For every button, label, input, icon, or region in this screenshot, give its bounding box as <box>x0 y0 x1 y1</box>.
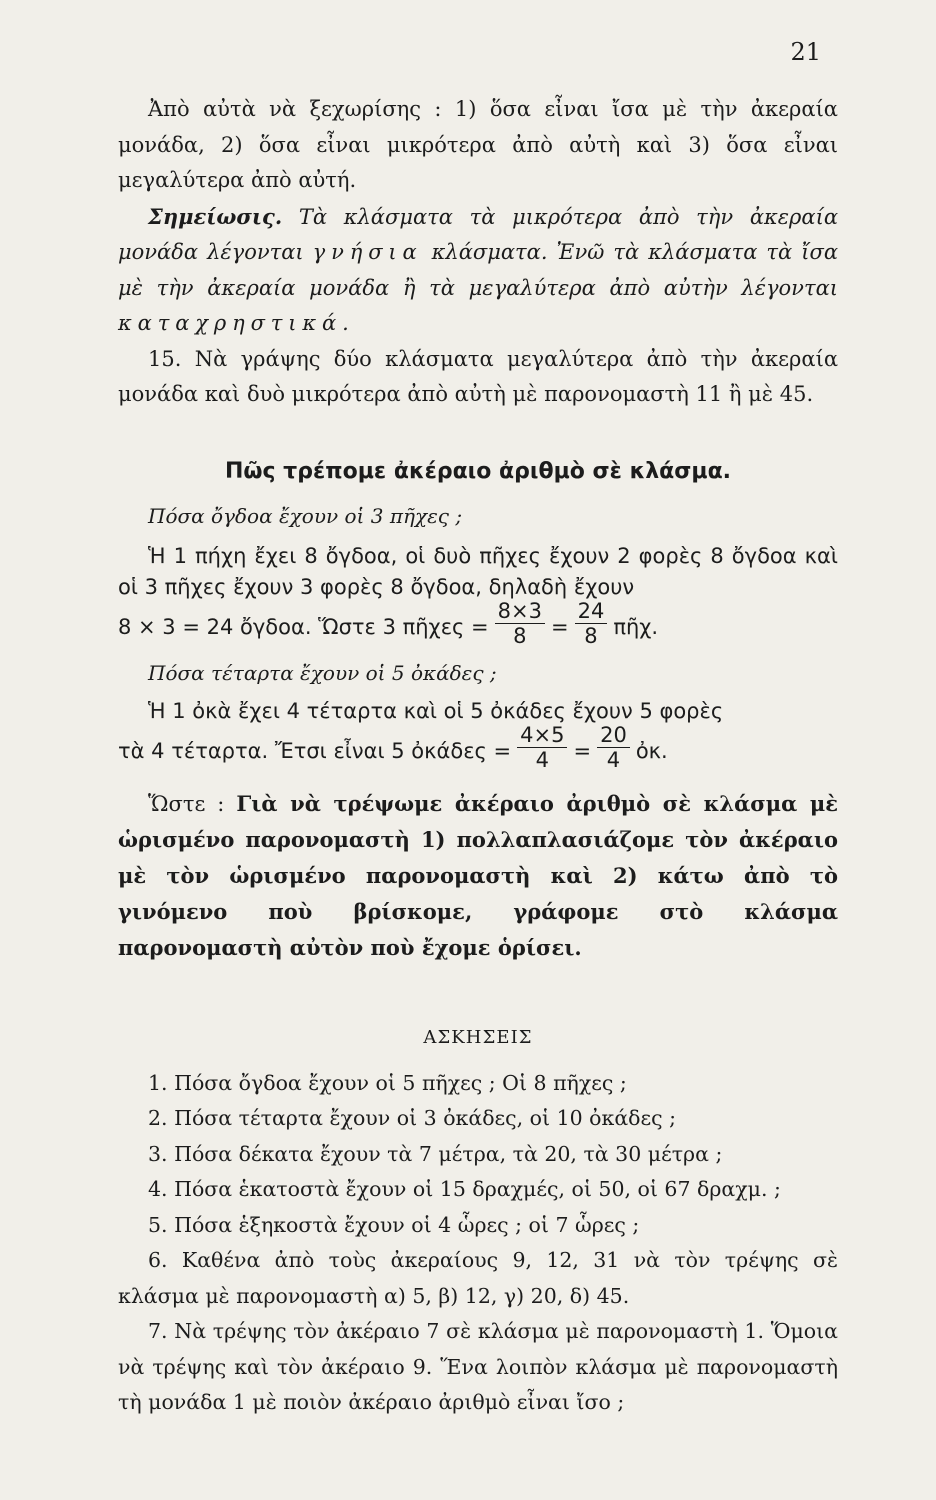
fraction-denominator: 8 <box>513 624 527 648</box>
fraction-4x5-over-4 <box>517 723 567 772</box>
unit-label: ὀκ. <box>635 738 668 763</box>
equation-1-lead: 8 × 3 = 24 ὄγδοα. Ὥστε 3 πῆχες = <box>118 614 489 639</box>
fraction-8x3-over-8 <box>495 599 545 648</box>
equation-2 <box>118 723 838 777</box>
equals-sign: = <box>550 614 569 639</box>
fraction-numerator: 24 <box>575 599 608 624</box>
list-item: 4. Πόσα ἑκατοστὰ ἔχουν οἱ 15 δραχμές, οἱ 50, οἱ 67 δραχμ. ; <box>148 1177 781 1201</box>
rule-paragraph <box>118 786 838 966</box>
note-term-improper: καταχρηστικά. <box>118 311 355 335</box>
question-1: Πόσα ὄγδοα ἔχουν οἱ 3 πῆχες ; <box>148 504 463 528</box>
fraction-20-over-4 <box>597 723 630 772</box>
note-paragraph <box>118 199 838 342</box>
list-item: 6. Καθένα ἀπὸ τοὺς ἀκεραίους 9, 12, 31 νὰ τὸν τρέψης σὲ κλάσμα μὲ παρονομαστὴ α) 5, β) 12, γ) 20, δ) 45. <box>118 1248 838 1308</box>
list-item: 7. Νὰ τρέψης τὸν ἀκέραιο 7 σὲ κλάσμα μὲ παρονομαστὴ 1. Ὅμοια νὰ τρέψης καὶ τὸν ἀκέραιο 9. Ἕνα λοιπὸν κλάσμα μὲ παρονομαστὴ τὴ μονάδα 1 μὲ ποιὸν ἀκέραιο ἀριθμὸ εἶναι ἴσο ; <box>118 1319 838 1414</box>
unit-label: πῆχ. <box>613 614 659 639</box>
list-item: 3. Πόσα δέκατα ἔχουν τὰ 7 μέτρα, τὰ 20, τὰ 30 μέτρα ; <box>148 1141 723 1166</box>
note-label: Σημείωσις. <box>148 203 283 229</box>
list-item: 2. Πόσα τέταρτα ἔχουν οἱ 3 ὀκάδες, οἱ 10 ὀκάδες ; <box>148 1106 677 1130</box>
exercises-heading: ΑΣΚΗΣΕΙΣ <box>423 1027 533 1048</box>
note-text-2: κλάσματα. Ἐνῶ τὰ κλάσματα τὰ ἴσα μὲ τὴν ἀκεραία μονάδα ἢ τὰ μεγαλύτερα ἀπὸ αὐτὴν λέγονται <box>118 240 838 300</box>
answer-1: Ἡ 1 πήχη ἔχει 8 ὄγδοα, οἱ δυὸ πῆχες ἔχουν 2 φορὲς 8 ὄγδοα καὶ οἱ 3 πῆχες ἔχουν 3 φορὲς 8 ὄγδοα, δηλαδὴ ἔχουν <box>118 543 838 599</box>
fraction-numerator: 8×3 <box>495 599 545 624</box>
equation-2-lead: τὰ 4 τέταρτα. Ἔτσι εἶναι 5 ὀκάδες = <box>118 738 512 763</box>
rule-lead: Ὥστε : <box>148 792 237 816</box>
list-item: 5. Πόσα ἑξηκοστὰ ἔχουν οἱ 4 ὧρες ; οἱ 7 ὧρες ; <box>148 1212 640 1237</box>
exercise-list <box>118 1066 838 1421</box>
note-text-1: Τὰ κλάσματα τὰ μικρότερα ἀπὸ τὴν ἀκεραία μονάδα λέγονται <box>118 204 838 264</box>
intro-paragraph: Ἀπὸ αὐτὰ νὰ ξεχωρίσης : 1) ὅσα εἶναι ἴσα μὲ τὴν ἀκεραία μονάδα, 2) ὅσα εἶναι μικρότερα ἀπὸ αὐτὴ καὶ 3) ὅσα εἶναι μεγαλύτερα ἀπὸ αὐτή. <box>118 97 838 192</box>
answer-2: Ἡ 1 ὀκὰ ἔχει 4 τέταρτα καὶ οἱ 5 ὀκάδες ἔχουν 5 φορὲς <box>148 698 724 723</box>
fraction-denominator: 8 <box>584 624 598 648</box>
question-2: Πόσα τέταρτα ἔχουν οἱ 5 ὀκάδες ; <box>148 661 497 685</box>
page-number: 21 <box>790 38 821 66</box>
section-block <box>118 455 838 966</box>
equation-1 <box>118 599 838 653</box>
fraction-denominator: 4 <box>535 748 549 772</box>
fraction-numerator: 20 <box>597 723 630 748</box>
fraction-numerator: 4×5 <box>517 723 567 748</box>
note-term-genuine: γνήσια <box>312 240 423 264</box>
fraction-24-over-8 <box>575 599 608 648</box>
intro-block <box>118 92 838 413</box>
exercise-15: 15. Νὰ γράψης δύο κλάσματα μεγαλύτερα ἀπὸ τὴν ἀκεραία μονάδα καὶ δυὸ μικρότερα ἀπὸ αὐτὴ μὲ παρονομαστὴ 11 ἢ μὲ 45. <box>118 346 838 406</box>
fraction-denominator: 4 <box>606 748 621 772</box>
equals-sign: = <box>573 738 592 763</box>
list-item: 1. Πόσα ὄγδοα ἔχουν οἱ 5 πῆχες ; Οἱ 8 πῆχες ; <box>148 1070 627 1095</box>
section-heading: Πῶς τρέπομε ἀκέραιο ἀριθμὸ σὲ κλάσμα. <box>224 459 732 484</box>
rule-text: Γιὰ νὰ τρέψωμε ἀκέραιο ἀριθμὸ σὲ κλάσμα μὲ ὡρισμένο παρονομαστὴ 1) πολλαπλασιάζομε τὸν ἀκέραιο μὲ τὸν ὡρισμένο παρονομαστὴ καὶ 2) κάτω ἀπὸ τὸ γινόμενο ποὺ βρίσκομε, γράφομε στὸ κλάσμα παρονομαστὴ αὐτὸν ποὺ ἔχομε ὁρίσει. <box>118 791 838 960</box>
exercises-block <box>118 1020 838 1421</box>
